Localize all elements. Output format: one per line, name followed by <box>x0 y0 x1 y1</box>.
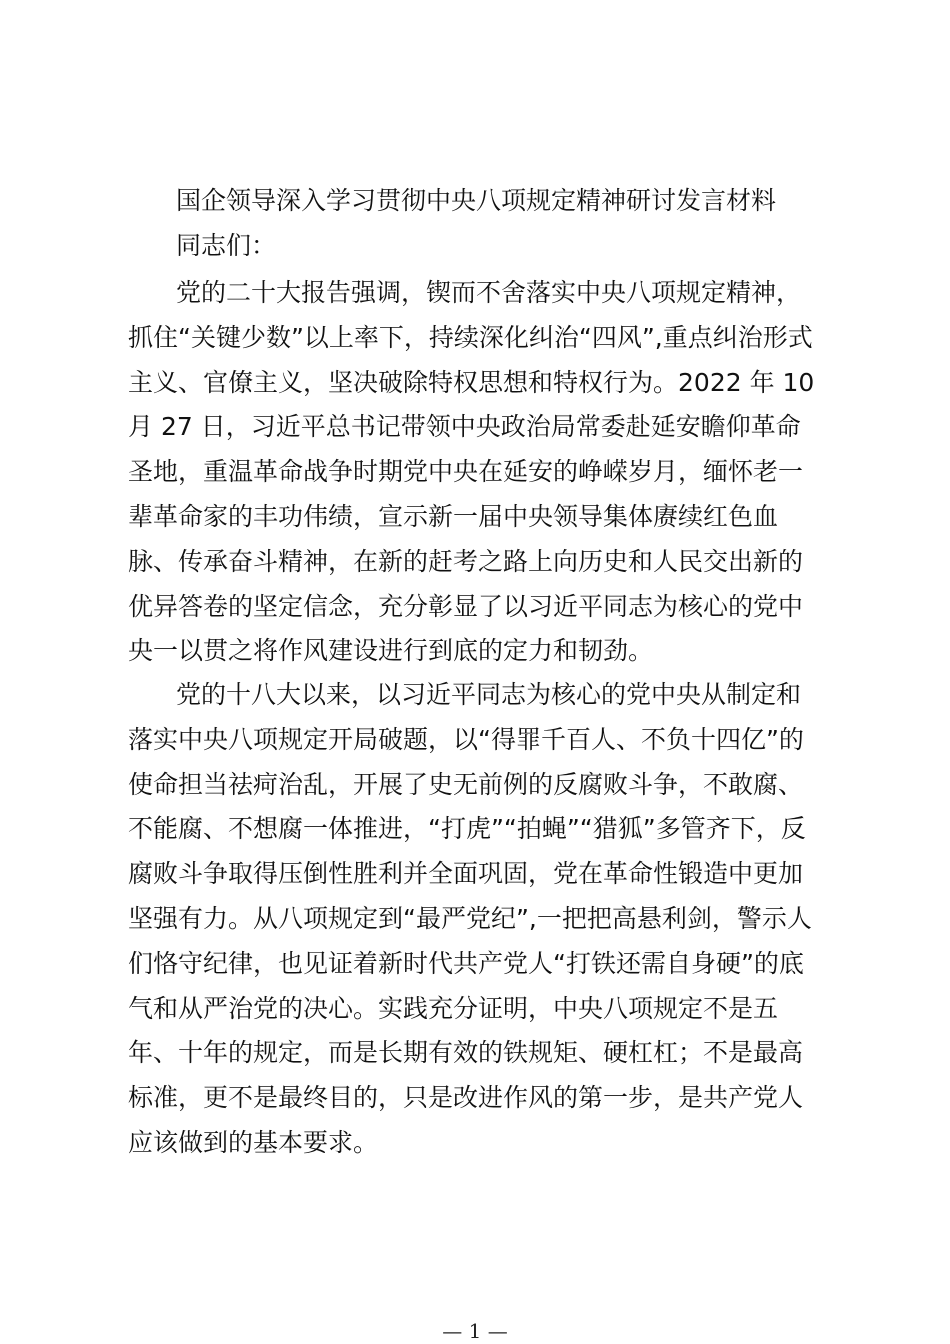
greeting: 同志们： <box>176 231 277 260</box>
paragraph <box>128 271 828 674</box>
paragraph-line: 圣地，重温革命战争时期党中央在延安的峥嵘岁月，缅怀老一 <box>128 457 804 487</box>
paragraph-line: 气和从严治党的决心。实践充分证明，中央八项规定不是五 <box>128 993 779 1023</box>
paragraph-line: 优异答卷的坚定信念，充分彰显了以习近平同志为核心的党中 <box>128 591 804 621</box>
paragraph-line: 党的十八大以来，以习近平同志为核心的党中央从制定和 <box>176 680 802 709</box>
paragraph <box>128 673 828 1166</box>
paragraph-line: 使命担当祛疴治乱，开展了史无前例的反腐败斗争，不敢腐、 <box>128 769 804 799</box>
page-number: — 1 — <box>442 1319 508 1343</box>
paragraph-line: 坚强有力。从八项规定到“最严党纪”,一把把高悬利剑，警示人 <box>128 903 812 933</box>
paragraph-line: 主义、官僚主义，坚决破除特权思想和特权行为。2022 年 10 <box>128 367 815 397</box>
paragraph-line: 央一以贯之将作风建设进行到底的定力和韧劲。 <box>128 636 654 666</box>
paragraph-line: 标准，更不是最终目的，只是改进作风的第一步，是共产党人 <box>128 1083 804 1113</box>
paragraph-line: 党的二十大报告强调，锲而不舍落实中央八项规定精神， <box>176 278 802 307</box>
paragraph-line: 脉、传承奋斗精神，在新的赶考之路上向历史和人民交出新的 <box>128 546 804 576</box>
paragraph-line: 不能腐、不想腐一体推进，“打虎”“拍蝇”“猎狐”多管齐下，反 <box>128 814 806 844</box>
paragraph-line: 辈革命家的丰功伟绩，宣示新一届中央领导集体赓续红色血 <box>128 501 779 531</box>
paragraph-line: 落实中央八项规定开局破题，以“得罪千百人、不负十四亿”的 <box>128 724 804 754</box>
paragraph-line: 月 27 日，习近平总书记带领中央政治局常委赴延安瞻仰革命 <box>128 412 801 442</box>
paragraph-line: 应该做到的基本要求。 <box>128 1127 379 1157</box>
paragraph-line: 年、十年的规定，而是长期有效的铁规矩、硬杠杠；不是最高 <box>128 1038 804 1068</box>
paragraph-line: 抓住“关键少数”以上率下，持续深化纠治“四风”,重点纠治形式 <box>128 322 813 352</box>
document-title: 国企领导深入学习贯彻中央八项规定精神研讨发言材料 <box>176 186 777 215</box>
paragraph-line: 们恪守纪律，也见证着新时代共产党人“打铁还需自身硬”的底 <box>128 948 804 978</box>
paragraph-line: 腐败斗争取得压倒性胜利并全面巩固，党在革命性锻造中更加 <box>128 859 804 889</box>
